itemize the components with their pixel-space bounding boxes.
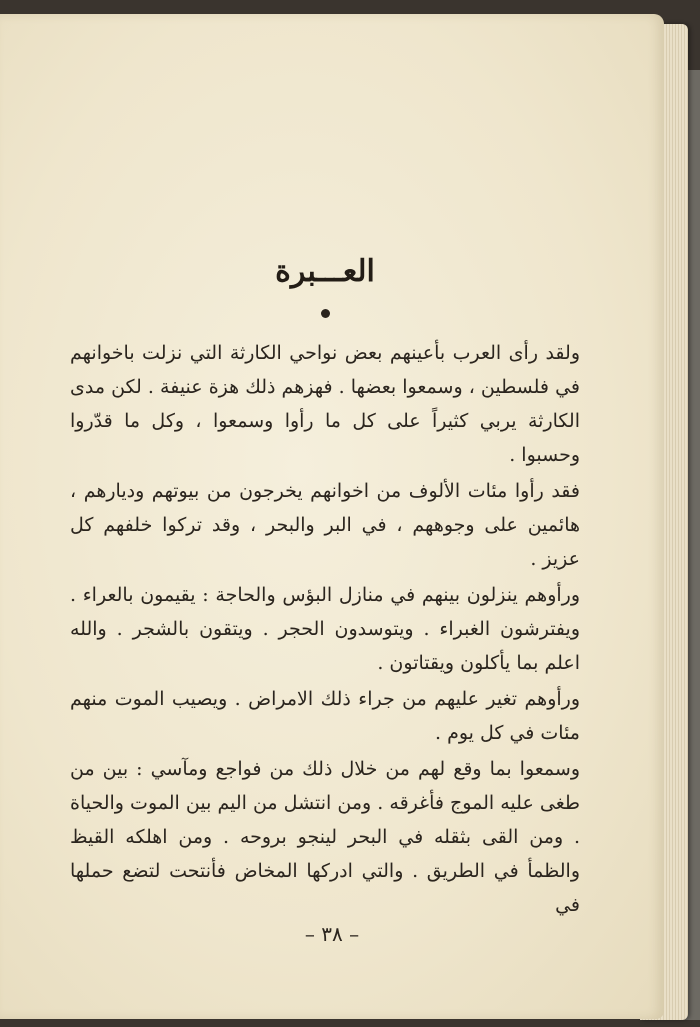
paragraph: ولقد رأى العرب بأعينهم بعض نواحي الكارثة التي نزلت باخوانهم في فلسطين ، وسمعوا بعضها . فهزهم ذلك هزة عنيفة . لكن مدى الكارثة يربي كثيراً على كل ما رأوا وسمعوا ، وكل ما قدّروا وحسبوا . <box>70 342 580 466</box>
paragraph: ورأوهم ينزلون بينهم في منازل البؤس والحاجة : يقيمون بالعراء . ويفترشون الغبراء . ويتوسدون الحجر . ويتقون بالشجر . والله اعلم بما يأكلون ويقتاتون . <box>70 584 580 674</box>
page-title: العـــبرة <box>275 254 375 289</box>
page-number: – ٣٨ – <box>304 922 360 946</box>
page-content <box>70 254 580 922</box>
paragraph: ورأوهم تغير عليهم من جراء ذلك الامراض . ويصيب الموت منهم مئات في كل يوم . <box>70 688 580 744</box>
paragraph: فقد رأوا مئات الألوف من اخوانهم يخرجون من بيوتهم وديارهم ، هائمين على وجوههم ، في البر والبحر ، وقد تركوا خلفهم كل عزيز . <box>70 480 580 570</box>
paragraph: وسمعوا بما وقع لهم من خلال ذلك من فواجع ومآسي : بين من طغى عليه الموج فأغرقه . ومن انتشل من اليم بين الموت والحياة . ومن القى بثقله في البحر لينجو بروحه . ومن اهلكه القيظ والظمأ في الطريق . والتي ادركها المخاض فأنتحت لتضع حملها في <box>70 758 580 916</box>
ornament-dot <box>321 309 330 318</box>
book-page <box>0 14 664 1019</box>
